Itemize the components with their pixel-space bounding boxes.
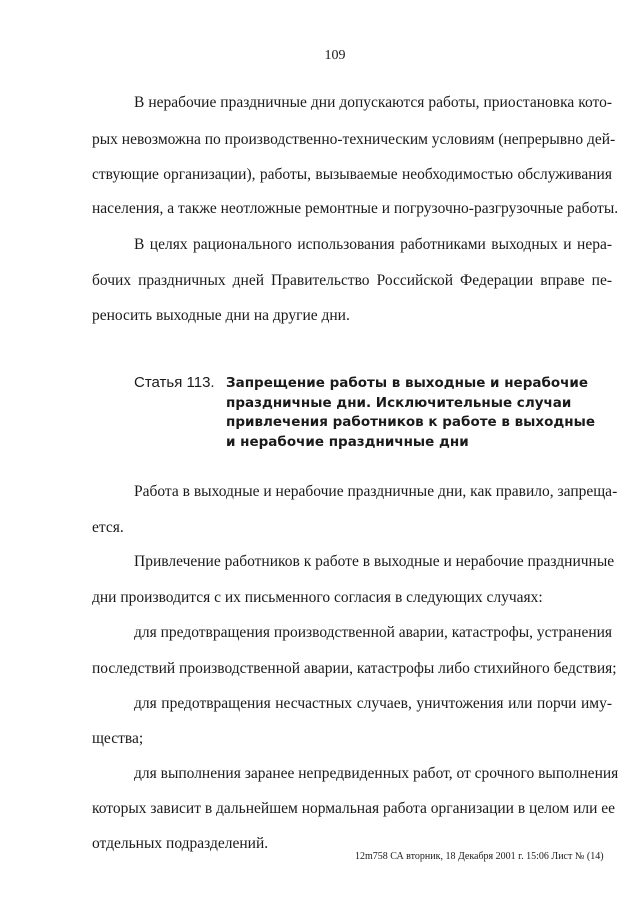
paragraph-line: реносить выходные дни на другие дни. (92, 307, 350, 324)
article-title-line: привлечения работников к работе в выходные (226, 414, 595, 430)
paragraph-line: В целях рационального использования работниками выходных и нера- (134, 236, 612, 253)
print-footer: 12m758 СА вторник, 18 Декабря 2001 г. 15:06 Лист № (14) (355, 851, 604, 862)
article-title-line: праздничные дни. Исключительные случаи (226, 394, 572, 411)
paragraph-line: населения, а также неотложные ремонтные и погрузочно-разгрузочные работы. (92, 200, 619, 217)
paragraph-line: ется. (92, 519, 124, 536)
article-number: Статья 113. (134, 374, 215, 391)
article-title (226, 374, 596, 452)
paragraph-line: для предотвращения производственной аварии, катастрофы, устранения (134, 624, 613, 641)
paragraph-line: для выполнения заранее непредвиденных работ, от срочного выполнения (134, 765, 619, 782)
paragraph-line: отдельных подразделений. (92, 835, 269, 852)
paragraph-line: Привлечение работников к работе в выходные и нерабочие праздничные (134, 553, 615, 570)
page-number: 109 (324, 48, 346, 63)
article-title-line: Запрещение работы в выходные и нерабочие (226, 375, 589, 391)
paragraph-line: последствий производственной аварии, катастрофы либо стихийного бедствия; (92, 660, 617, 677)
paragraph-line: рых невозможна по производственно-техническим условиям (непрерывно дей- (92, 131, 616, 148)
paragraph-line: щества; (92, 730, 144, 747)
paragraph-line: Работа в выходные и нерабочие праздничные дни, как правило, запреща- (134, 483, 618, 500)
paragraph-line: для предотвращения несчастных случаев, уничтожения или порчи иму- (134, 695, 612, 712)
paragraph-line: В нерабочие праздничные дни допускаются работы, приостановка кото- (134, 94, 612, 111)
article-title-line: и нерабочие праздничные дни (226, 433, 469, 450)
paragraph-line: дни производится с их письменного согласия в следующих случаях: (92, 589, 543, 606)
paragraph-line: бочих праздничных дней Правительство Российской Федерации вправе пе- (92, 272, 612, 289)
paragraph-line: ствующие организации), работы, вызываемые необходимостью обслуживания (92, 166, 612, 183)
paragraph-line: которых зависит в дальнейшем нормальная работа организации в целом или ее (92, 800, 616, 817)
